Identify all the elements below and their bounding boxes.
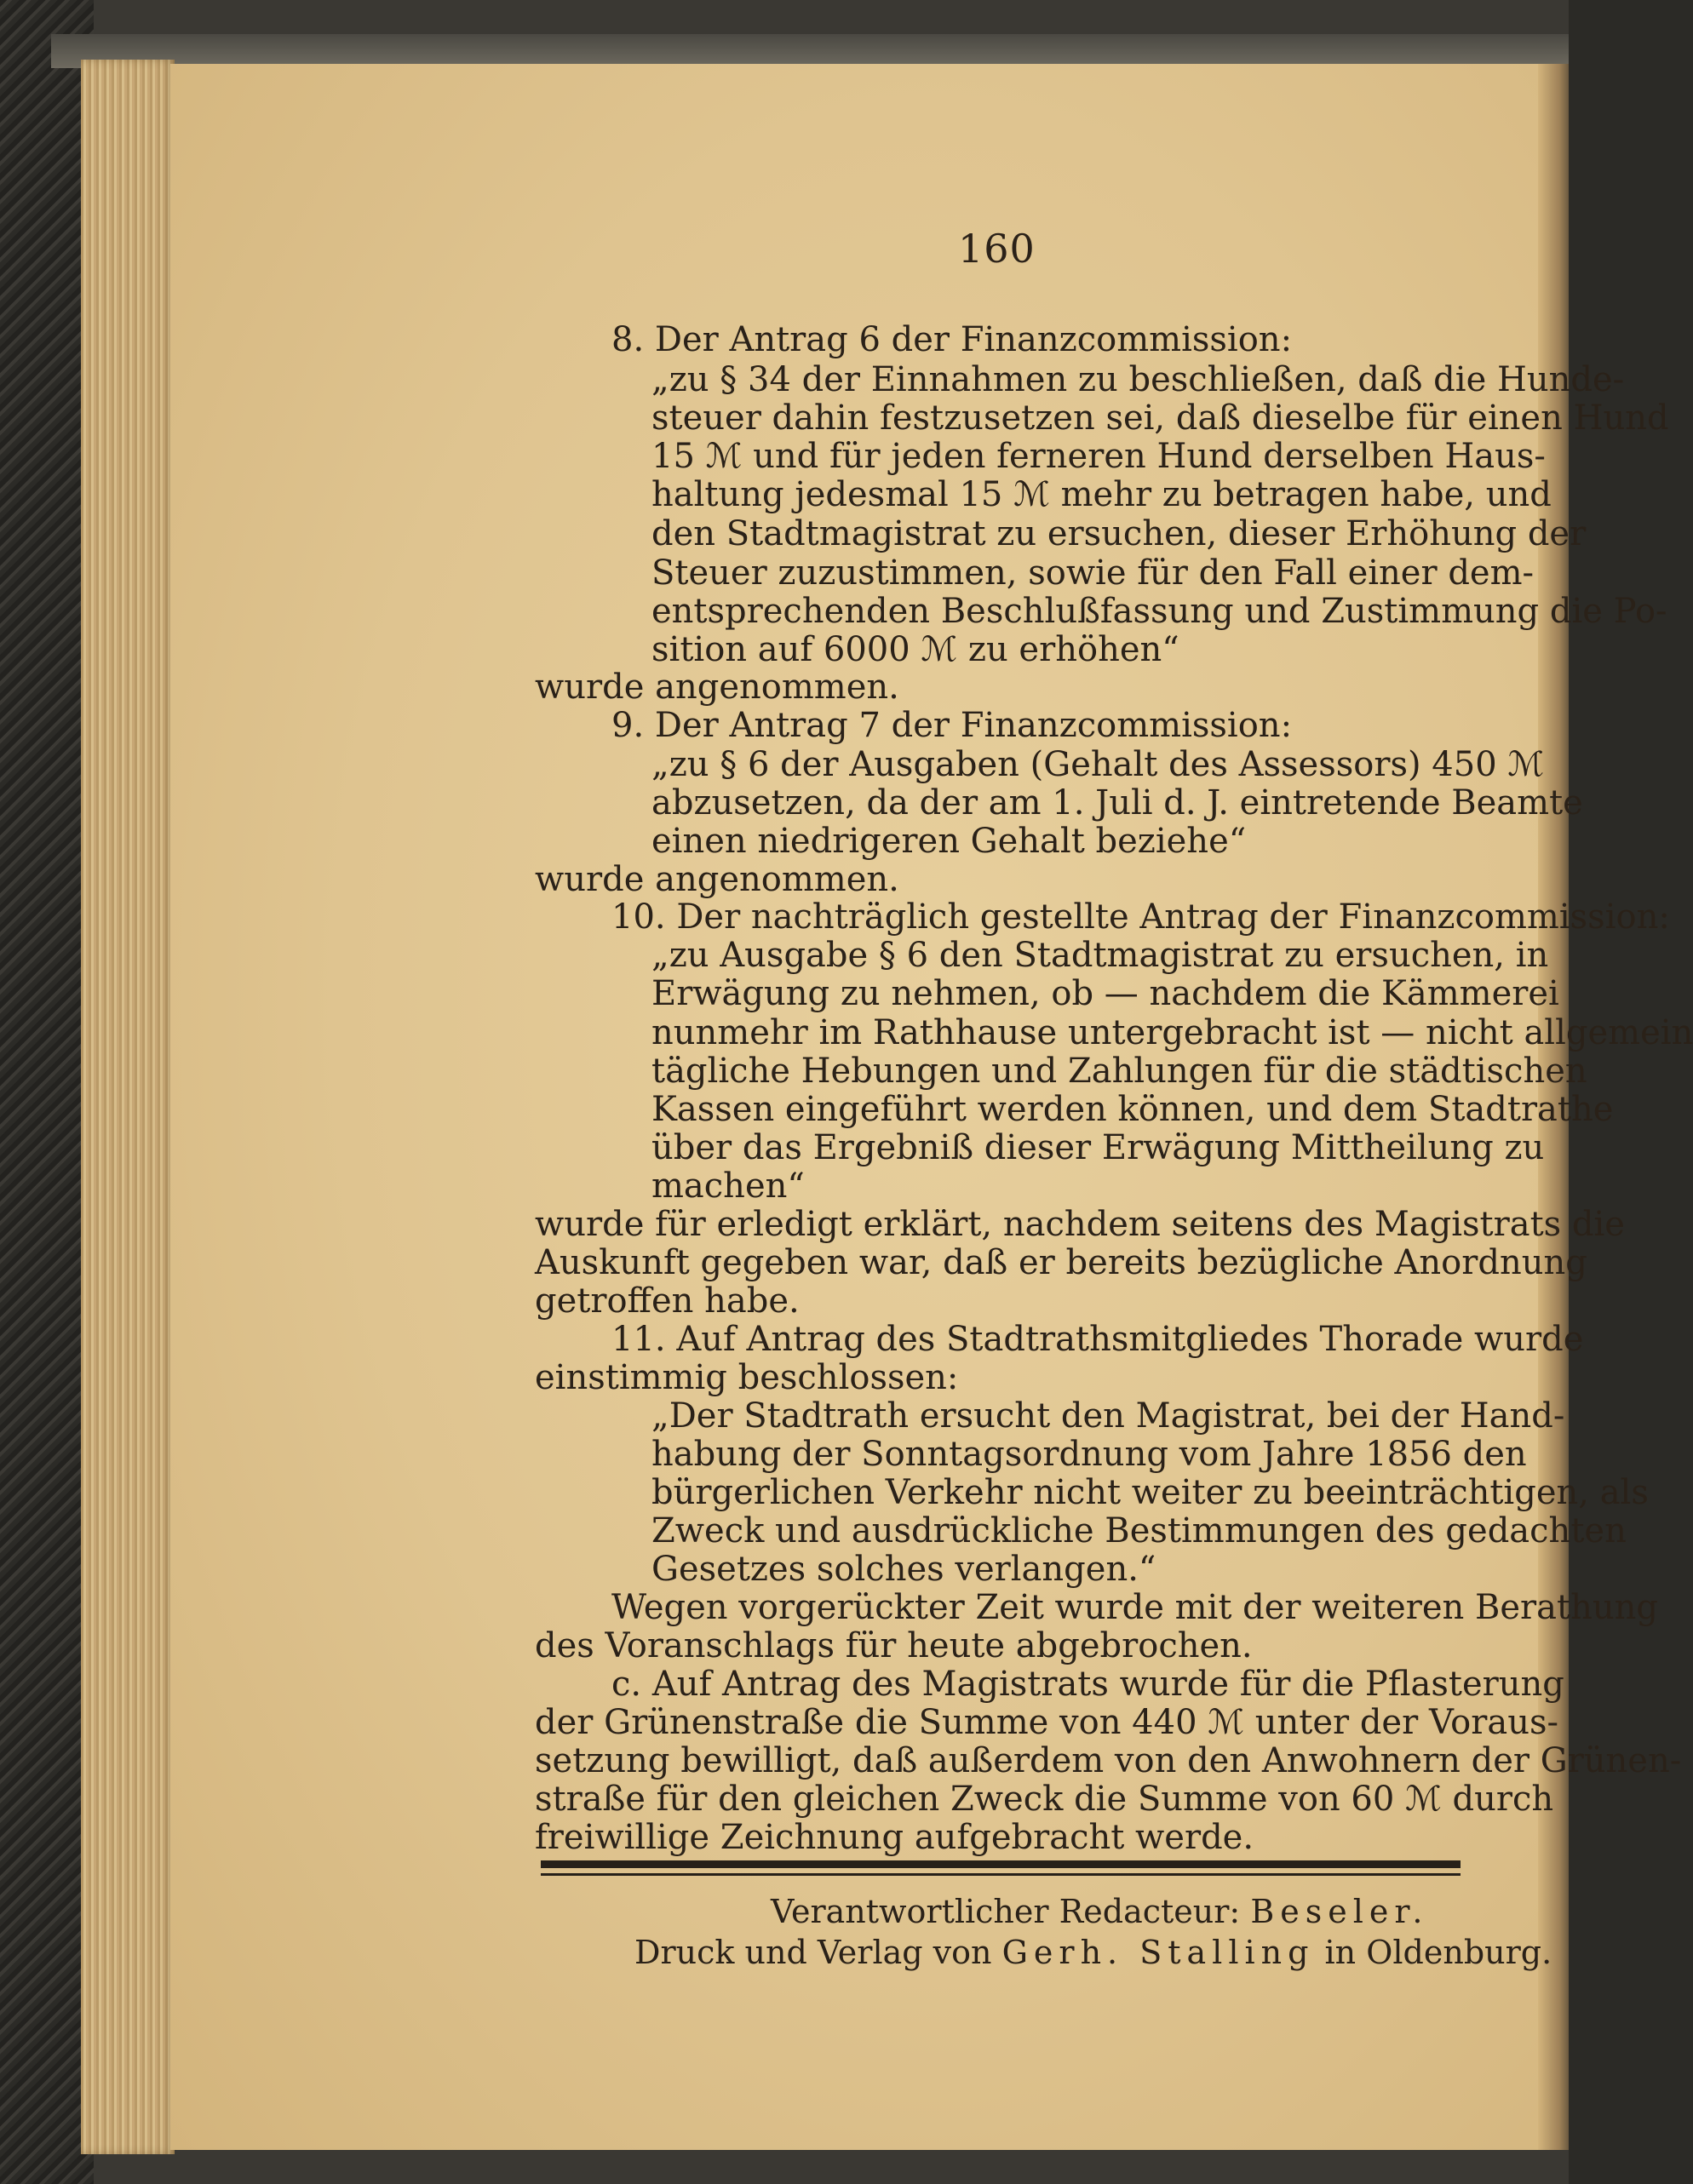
- text-line: 10. Der nachträglich gestellte Antrag der Finanzcommission:: [611, 897, 1670, 937]
- text-line: Auskunft gegeben war, daß er bereits bezügliche Anordnung: [535, 1243, 1587, 1282]
- text-line: Steuer zuzustimmen, sowie für den Fall einer dem-: [651, 553, 1535, 593]
- text-line: setzung bewilligt, daß außerdem von den Anwohnern der Grünen-: [535, 1741, 1682, 1780]
- text-line: nunmehr im Rathhause untergebracht ist — nicht allgemein: [651, 1013, 1693, 1052]
- publisher-suffix: in Oldenburg.: [1324, 1934, 1552, 1971]
- text-line: haltung jedesmal 15 ℳ mehr zu betragen habe, und: [651, 475, 1552, 514]
- editor-name: Beseler.: [1250, 1893, 1429, 1930]
- text-line: c. Auf Antrag des Magistrats wurde für die Pflasterung: [611, 1665, 1564, 1704]
- text-line: abzusetzen, da der am 1. Juli d. J. eintretende Beamte: [651, 783, 1583, 823]
- text-line: 9. Der Antrag 7 der Finanzcommission:: [611, 706, 1293, 745]
- text-line: habung der Sonntagsordnung vom Jahre 1856 den: [651, 1435, 1527, 1474]
- text-line: einstimmig beschlossen:: [535, 1358, 959, 1397]
- text-line: des Voranschlags für heute abgebrochen.: [535, 1626, 1253, 1665]
- text-line: „zu § 34 der Einnahmen zu beschließen, daß die Hunde-: [651, 360, 1625, 399]
- text-line: Kassen eingeführt werden können, und dem Stadtrathe: [651, 1090, 1614, 1129]
- text-line: steuer dahin festzusetzen sei, daß dieselbe für einen Hund: [651, 398, 1669, 438]
- editor-prefix: Verantwortlicher Redacteur:: [771, 1893, 1241, 1930]
- text-line: wurde für erledigt erklärt, nachdem seitens des Magistrats die: [535, 1205, 1625, 1244]
- text-line: „Der Stadtrath ersucht den Magistrat, bei der Hand-: [651, 1396, 1565, 1436]
- publisher-credit: [634, 1934, 1552, 1972]
- publisher-name: Gerh. Stalling: [1001, 1934, 1315, 1971]
- text-line: 11. Auf Antrag des Stadtrathsmitgliedes Thorade wurde: [611, 1320, 1584, 1359]
- text-line: straße für den gleichen Zweck die Summe von 60 ℳ durch: [535, 1780, 1554, 1819]
- text-line: einen niedrigeren Gehalt beziehe“: [651, 822, 1247, 861]
- page-number: 160: [958, 226, 1036, 272]
- text-line: wurde angenommen.: [535, 860, 899, 899]
- text-line: „zu § 6 der Ausgaben (Gehalt des Assessors) 450 ℳ: [651, 745, 1545, 784]
- text-line: machen“: [651, 1167, 805, 1206]
- text-line: Erwägung zu nehmen, ob — nachdem die Kämmerei: [651, 974, 1559, 1013]
- text-line: 15 ℳ und für jeden ferneren Hund derselben Haus-: [651, 437, 1546, 476]
- footer-rule-thin: [541, 1873, 1461, 1876]
- text-line: über das Ergebniß dieser Erwägung Mittheilung zu: [651, 1128, 1545, 1167]
- text-line: Gesetzes solches verlangen.“: [651, 1550, 1156, 1589]
- text-line: Zweck und ausdrückliche Bestimmungen des gedachten: [651, 1511, 1627, 1551]
- text-line: getroffen habe.: [535, 1281, 800, 1321]
- text-line: sition auf 6000 ℳ zu erhöhen“: [651, 630, 1179, 669]
- footer-rule-thick: [541, 1860, 1461, 1868]
- text-line: tägliche Hebungen und Zahlungen für die städtischen: [651, 1052, 1587, 1091]
- text-line: der Grünenstraße die Summe von 440 ℳ unter der Voraus-: [535, 1703, 1559, 1742]
- text-line: entsprechenden Beschlußfassung und Zustimmung die Po-: [651, 592, 1667, 631]
- text-line: 8. Der Antrag 6 der Finanzcommission:: [611, 320, 1293, 359]
- text-line: Wegen vorgerückter Zeit wurde mit der weiteren Berathung: [611, 1588, 1658, 1627]
- editor-credit: [771, 1893, 1428, 1931]
- publisher-prefix: Druck und Verlag von: [634, 1934, 992, 1971]
- text-line: bürgerlichen Verkehr nicht weiter zu beeinträchtigen, als: [651, 1473, 1649, 1512]
- text-line: den Stadtmagistrat zu ersuchen, dieser Erhöhung der: [651, 514, 1587, 553]
- text-line: „zu Ausgabe § 6 den Stadtmagistrat zu ersuchen, in: [651, 936, 1549, 975]
- text-line: wurde angenommen.: [535, 668, 899, 707]
- text-line: freiwillige Zeichnung aufgebracht werde.: [535, 1818, 1254, 1857]
